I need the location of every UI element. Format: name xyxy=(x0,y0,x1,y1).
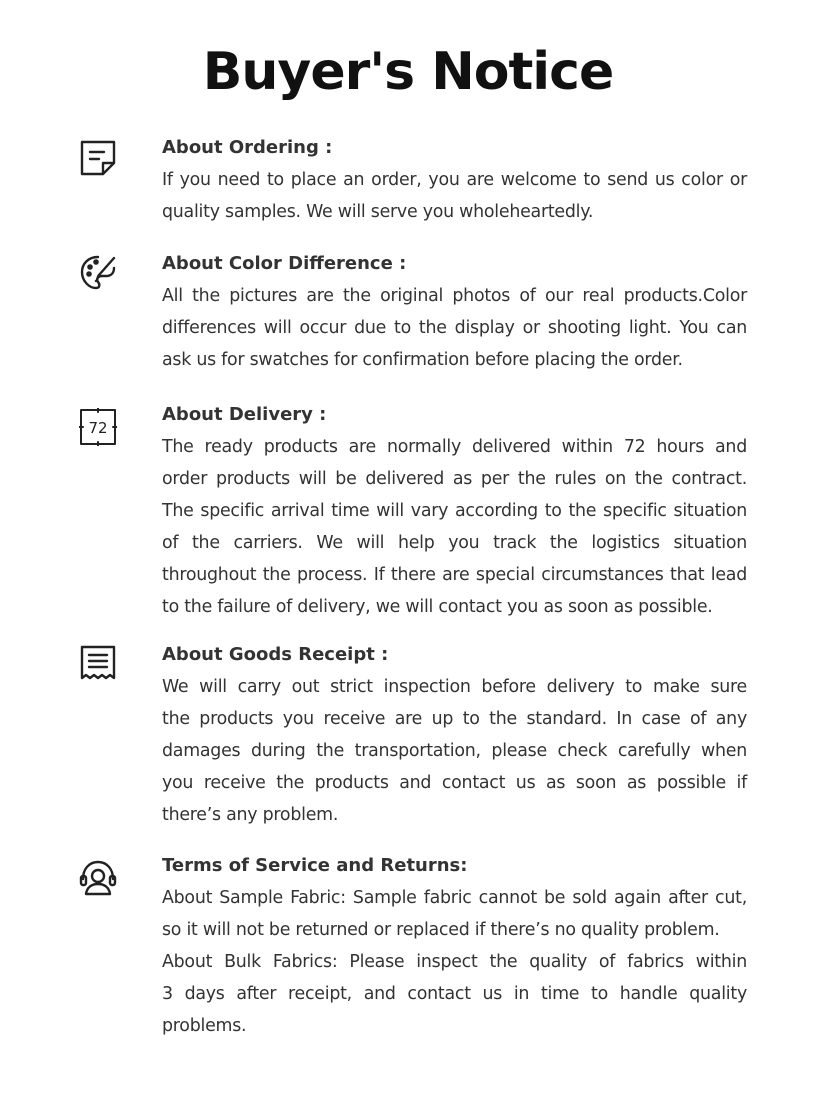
body-line: The ready products are normally delivered within 72 hours and xyxy=(162,437,747,457)
page-title: Buyer's Notice xyxy=(202,42,614,102)
section-body xyxy=(162,431,747,623)
icon-text: 72 xyxy=(88,419,108,437)
section-heading: About Color Difference : xyxy=(162,253,407,274)
72-hour-delivery-icon xyxy=(79,408,117,446)
body-line: About Sample Fabric: Sample fabric cannot be sold again after cut, xyxy=(162,888,747,908)
body-line: The specific arrival time will vary according to the specific situation xyxy=(162,501,747,521)
body-line: throughout the process. If there are special circumstances that lead xyxy=(162,565,747,585)
body-line: quality samples. We will serve you wholeheartedly. xyxy=(162,202,594,222)
about-goods-receipt-text xyxy=(162,639,747,831)
about-color-difference-text xyxy=(162,248,747,376)
section-heading: About Delivery : xyxy=(162,404,327,425)
body-line: there’s any problem. xyxy=(162,805,339,825)
section-heading: About Goods Receipt : xyxy=(162,644,389,665)
body-line: damages during the transportation, please check carefully when xyxy=(162,741,747,761)
body-line: order products will be delivered as per the rules on the contract. xyxy=(162,469,747,489)
body-line: About Bulk Fabrics: Please inspect the quality of fabrics within xyxy=(162,952,747,972)
body-line: All the pictures are the original photos of our real products.Color xyxy=(162,286,747,306)
customer-service-icon xyxy=(79,859,117,897)
body-line: We will carry out strict inspection before delivery to make sure xyxy=(162,677,747,697)
body-line: you receive the products and contact us as soon as possible if xyxy=(162,773,747,793)
palette-icon xyxy=(79,253,117,291)
section-heading: Terms of Service and Returns: xyxy=(162,855,468,876)
body-line: If you need to place an order, you are welcome to send us color or xyxy=(162,170,747,190)
body-line: problems. xyxy=(162,1016,247,1036)
about-delivery-text xyxy=(162,399,747,623)
body-line: of the carriers. We will help you track the logistics situation xyxy=(162,533,747,553)
body-line: so it will not be returned or replaced if there’s no quality problem. xyxy=(162,920,720,940)
section-body xyxy=(162,882,747,1042)
note-icon xyxy=(79,139,117,177)
section-body xyxy=(162,280,747,376)
terms-of-service-text xyxy=(162,850,747,1042)
body-line: the products you receive are up to the standard. In case of any xyxy=(162,709,747,729)
body-line: to the failure of delivery, we will contact you as soon as possible. xyxy=(162,597,713,617)
body-line: differences will occur due to the display or shooting light. You can xyxy=(162,318,747,338)
section-heading: About Ordering : xyxy=(162,137,333,158)
about-ordering-text xyxy=(162,132,747,228)
body-line: ask us for swatches for confirmation before placing the order. xyxy=(162,350,683,370)
receipt-icon xyxy=(79,644,117,682)
body-line: 3 days after receipt, and contact us in time to handle quality xyxy=(162,984,747,1004)
section-body xyxy=(162,671,747,831)
section-body xyxy=(162,164,747,228)
